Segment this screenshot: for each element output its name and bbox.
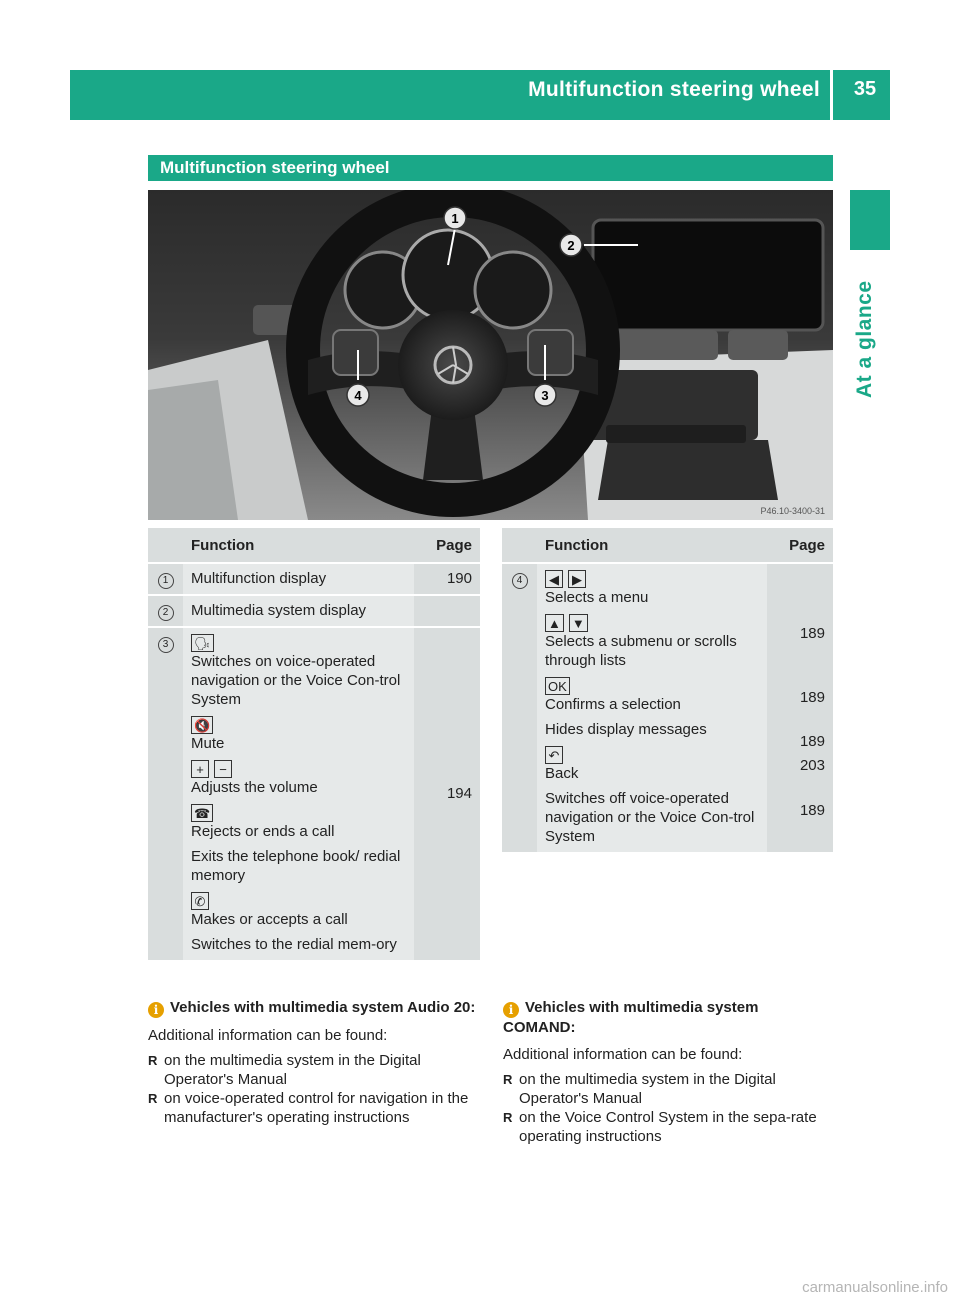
page-number: 35 bbox=[853, 78, 877, 100]
note-title: Vehicles with multimedia system Audio 20: bbox=[170, 999, 476, 1016]
note-intro: Additional information can be found: bbox=[503, 1046, 743, 1063]
page-ref: 189 bbox=[799, 689, 825, 706]
voice-control-icon: 🗣 bbox=[191, 634, 214, 652]
page-ref: 194 bbox=[414, 628, 480, 962]
function-text: Selects a submenu or scrolls through lists bbox=[545, 633, 737, 670]
function-text: Exits the telephone book/ redial memory bbox=[191, 848, 401, 885]
page-ref: 190 bbox=[414, 564, 480, 596]
info-icon: i bbox=[503, 1002, 519, 1018]
note-comand bbox=[503, 998, 833, 1146]
header-divider bbox=[830, 70, 833, 120]
left-arrow-icon: ◀ bbox=[545, 570, 563, 588]
page-ref: 189 bbox=[799, 733, 825, 750]
svg-text:4: 4 bbox=[354, 388, 362, 403]
callout-4 bbox=[347, 384, 369, 406]
header-title: Multifunction steering wheel bbox=[528, 78, 820, 101]
page-ref bbox=[414, 596, 480, 628]
side-tab-marker bbox=[850, 190, 890, 250]
right-arrow-icon: ▶ bbox=[568, 570, 586, 588]
table-header bbox=[148, 528, 480, 564]
function-text: Hides display messages bbox=[545, 721, 707, 739]
callout-3 bbox=[534, 384, 556, 406]
function-text: Back bbox=[545, 765, 579, 783]
down-arrow-icon: ▼ bbox=[569, 614, 588, 632]
col-function: Function bbox=[537, 528, 767, 564]
row-number: 1 bbox=[158, 573, 174, 589]
svg-text:3: 3 bbox=[541, 388, 549, 403]
svg-text:1: 1 bbox=[451, 211, 459, 226]
list-item: R on the multimedia system in the Digital Operator's Manual bbox=[503, 1070, 833, 1108]
table-row bbox=[502, 564, 833, 854]
table-row bbox=[148, 596, 480, 628]
row-number: 4 bbox=[512, 573, 528, 589]
list-item: R on the Voice Control System in the sepa-rate operating instructions bbox=[503, 1108, 833, 1146]
callout-2 bbox=[560, 234, 582, 256]
photo-credit: P46.10-3400-31 bbox=[760, 506, 825, 516]
function-text: Switches to the redial mem-ory bbox=[191, 936, 397, 954]
function-text: Multimedia system display bbox=[183, 596, 414, 628]
function-text: Makes or accepts a call bbox=[191, 911, 348, 929]
plus-icon: + bbox=[191, 760, 209, 778]
steering-wheel-photo bbox=[148, 190, 833, 520]
list-item: R on voice-operated control for navigation in the manufacturer's operating instructions bbox=[148, 1089, 483, 1127]
info-icon: i bbox=[148, 1002, 164, 1018]
callout-1 bbox=[444, 207, 466, 229]
function-text: Confirms a selection bbox=[545, 696, 681, 714]
table-header bbox=[502, 528, 833, 564]
function-text: Mute bbox=[191, 735, 225, 753]
mute-icon: 🔇 bbox=[191, 716, 213, 734]
page-ref: 203 bbox=[799, 757, 825, 774]
col-page: Page bbox=[414, 528, 480, 564]
function-text: Multifunction display bbox=[183, 564, 414, 596]
row-number: 2 bbox=[158, 605, 174, 621]
svg-text:2: 2 bbox=[567, 238, 575, 253]
row-number: 3 bbox=[158, 637, 174, 653]
col-function: Function bbox=[183, 528, 414, 564]
end-call-icon: ☎ bbox=[191, 804, 213, 822]
note-audio20 bbox=[148, 998, 483, 1127]
accept-call-icon: ✆ bbox=[191, 892, 209, 910]
page-ref: 189 bbox=[799, 625, 825, 642]
function-text: Switches off voice-operated navigation or the Voice Con-trol System bbox=[545, 790, 755, 846]
table-row bbox=[148, 564, 480, 596]
function-text: Switches on voice-operated navigation or the Voice Con-trol System bbox=[191, 653, 401, 709]
list-item: R on the multimedia system in the Digital Operator's Manual bbox=[148, 1051, 483, 1089]
back-icon: ↶ bbox=[545, 746, 563, 764]
watermark: carmanualsonline.info bbox=[802, 1279, 948, 1296]
section-title: Multifunction steering wheel bbox=[160, 158, 390, 177]
note-title: Vehicles with multimedia system COMAND: bbox=[503, 999, 759, 1036]
note-intro: Additional information can be found: bbox=[148, 1027, 388, 1044]
function-text: Adjusts the volume bbox=[191, 779, 318, 797]
page-ref: 189 bbox=[799, 802, 825, 819]
col-page: Page bbox=[767, 528, 833, 564]
ok-icon: OK bbox=[545, 677, 570, 695]
up-arrow-icon: ▲ bbox=[545, 614, 564, 632]
function-text: Rejects or ends a call bbox=[191, 823, 335, 841]
function-table-left bbox=[148, 528, 480, 962]
function-text: Selects a menu bbox=[545, 589, 649, 607]
side-tab-label: At a glance bbox=[853, 280, 876, 398]
table-row bbox=[148, 628, 480, 962]
minus-icon: − bbox=[214, 760, 232, 778]
function-table-right bbox=[502, 528, 833, 854]
